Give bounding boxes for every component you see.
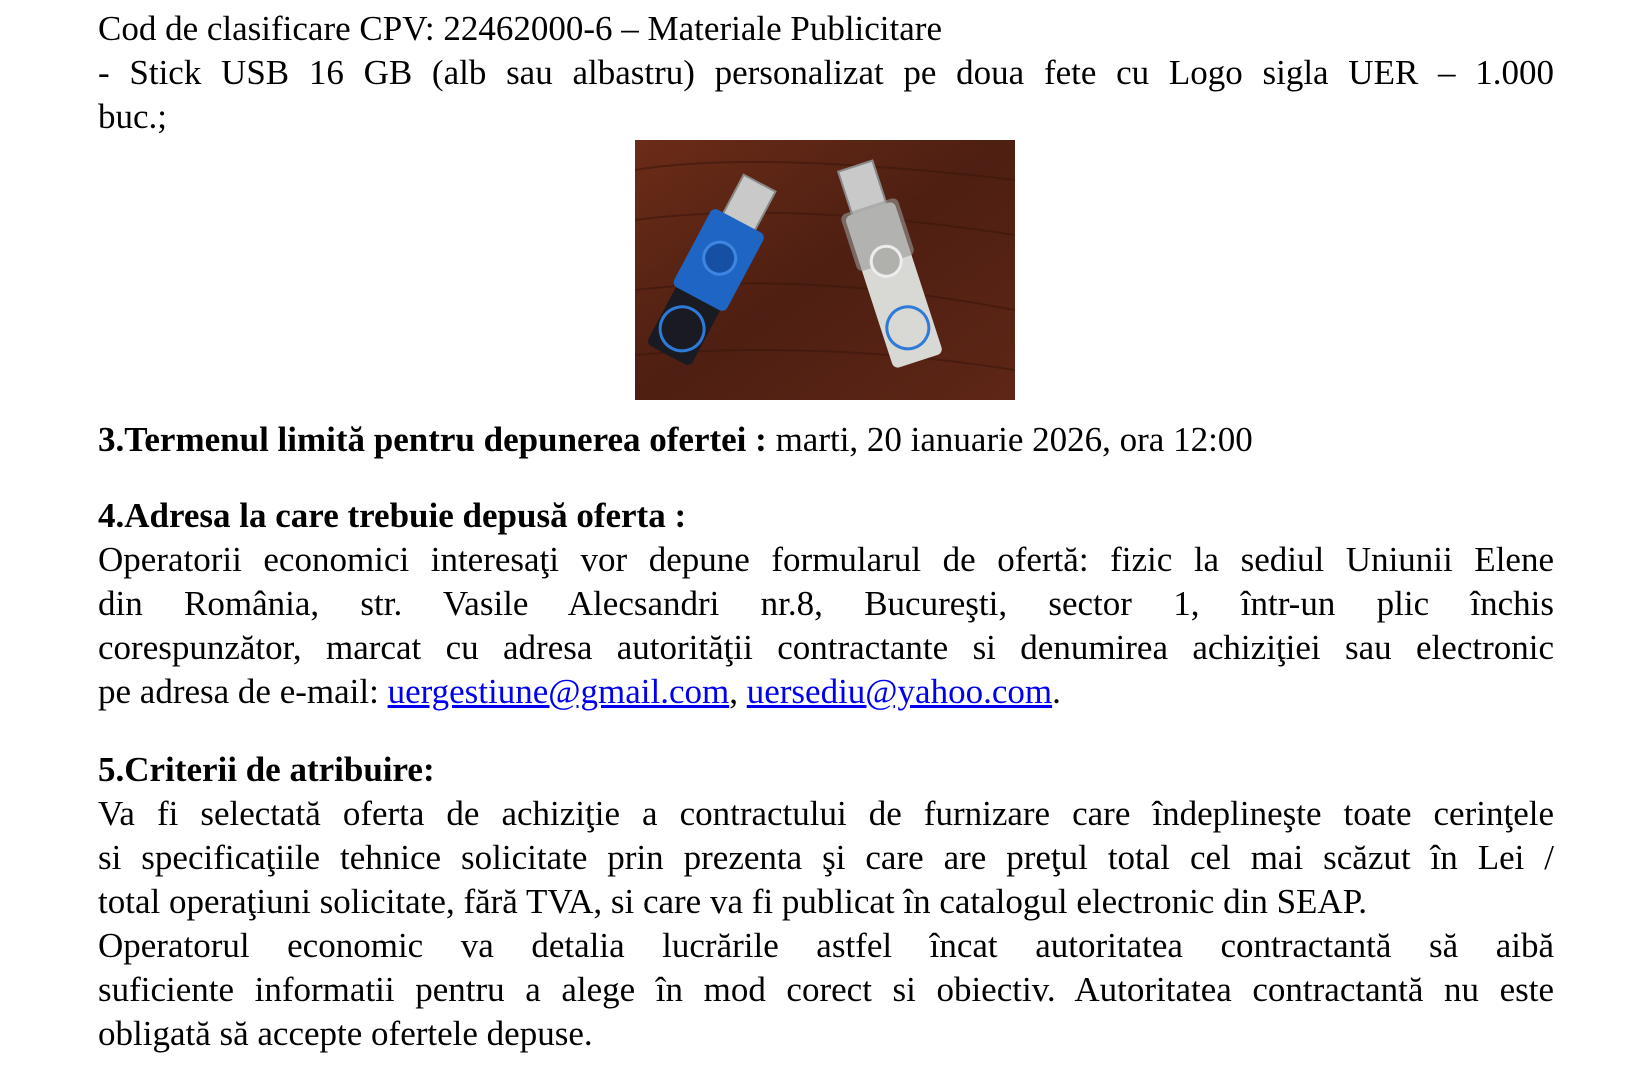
item-line-2: buc.;: [98, 97, 168, 136]
usb-sticks-photo: [635, 140, 1015, 400]
cpv-line: Cod de clasificare CPV: 22462000-6 – Materiale Publicitare: [98, 9, 942, 48]
email-separator: ,: [729, 672, 747, 711]
section3-value: marti, 20 ianuarie 2026, ora 12:00: [766, 420, 1253, 459]
section4-heading: 4.Adresa la care trebuie depusă oferta :: [98, 496, 687, 535]
section5-line-3: total operaţiuni solicitate, fără TVA, si care va fi publicat în catalogul electronic din SEAP.: [98, 882, 1368, 921]
email-link-yahoo[interactable]: uersediu@yahoo.com: [746, 672, 1053, 711]
usb-sticks-photo-svg: [635, 140, 1015, 400]
section5-heading: 5.Criterii de atribuire:: [98, 750, 435, 789]
email-prefix: pe adresa de e-mail:: [98, 672, 388, 711]
item-line-1: - Stick USB 16 GB (alb sau albastru) personalizat pe doua fete cu Logo sigla UER – 1.000: [98, 53, 1554, 92]
section5-line-6: obligată să accepte ofertele depuse.: [98, 1014, 593, 1053]
section4-line-1: Operatorii economici interesaţi vor depune formularul de ofertă: fizic la sediul Uniunii Elene: [98, 540, 1554, 579]
email-link-gmail[interactable]: uergestiune@gmail.com: [387, 672, 730, 711]
section4-line-3: corespunzător, marcat cu adresa autorităţii contractante si denumirea achiziţiei sau electronic: [98, 628, 1554, 667]
section4-email-line: [98, 670, 1061, 714]
section5-line-5: suficiente informatii pentru a alege în mod corect si obiectiv. Autoritatea contractantă nu este: [98, 970, 1554, 1009]
deadline-line: [98, 418, 1253, 462]
section5-line-2: si specificaţiile tehnice solicitate prin prezenta şi care are preţul total cel mai scăzut în Lei /: [98, 838, 1554, 877]
section5-line-4: Operatorul economic va detalia lucrările astfel încat autoritatea contractantă să aibă: [98, 926, 1554, 965]
section5-line-1: Va fi selectată oferta de achiziţie a contractului de furnizare care îndeplineşte toate cerinţele: [98, 794, 1554, 833]
section4-line-2: din România, str. Vasile Alecsandri nr.8, Bucureşti, sector 1, într-un plic închis: [98, 584, 1554, 623]
email-suffix: .: [1052, 672, 1061, 711]
section3-heading: 3.Termenul limită pentru depunerea ofertei :: [98, 420, 767, 459]
